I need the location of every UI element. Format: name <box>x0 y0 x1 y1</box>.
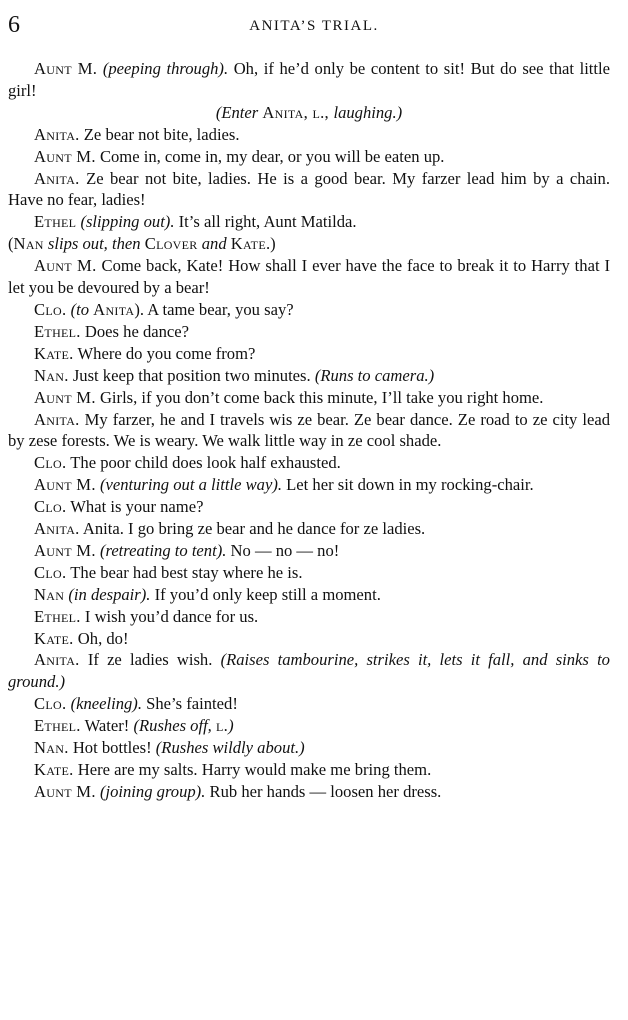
script-line: Kate. Here are my salts. Harry would make me bring them. <box>34 760 432 779</box>
script-line: Aunt M. (joining group). Rub her hands — loosen her dress. <box>34 781 442 801</box>
running-title: ANITA’S TRIAL. <box>249 18 379 34</box>
script-line: Anita. My farzer, he and I travels wis ze bear. Ze bear dance. Ze road to ze city lead by zese forests. We is weary. We walk little way in ze cool shade. <box>8 409 610 451</box>
script-line: Anita. Ze bear not bite, ladies. He is a good bear. My farzer lead him by a chain. Have no fear, ladies! <box>8 168 610 210</box>
script-line: Aunt M. Girls, if you don’t come back this minute, I’ll take you right home. <box>34 387 544 407</box>
script-line: Clo. What is your name? <box>34 497 204 517</box>
script-line: Nan. Just keep that position two minutes. (Runs to camera.) <box>34 365 435 385</box>
script-line: Ethel. Does he dance? <box>34 321 190 341</box>
script-line: Clo. (to Anita). A tame bear, you say? <box>34 299 294 319</box>
stage-direction: (Enter Anita, l., laughing.) <box>215 102 403 122</box>
script-line: Nan (in despair). If you’d only keep still a moment. <box>34 584 381 604</box>
script-line: Aunt M. (peeping through). Oh, if he’d only be content to sit! But do see that little girl! <box>8 59 610 100</box>
script-line: Aunt M. (venturing out a little way). Let her sit down in my rocking-chair. <box>34 475 534 495</box>
script-line: Kate. Oh, do! <box>34 628 129 648</box>
script-line: Clo. The bear had best stay where he is. <box>34 562 303 582</box>
script-line: Clo. The poor child does look half exhausted. <box>34 453 341 473</box>
script-line: Aunt M. Come in, come in, my dear, or you will be eaten up. <box>34 146 445 166</box>
script-line: Anita. Ze bear not bite, ladies. <box>34 124 240 144</box>
page-header <box>0 12 628 42</box>
page-number: 6 <box>8 12 20 38</box>
script-line: Aunt M. (retreating to tent). No — no — no! <box>34 540 340 560</box>
script-line: Nan. Hot bottles! (Rushes wildly about.) <box>34 738 305 758</box>
script-line: Anita. If ze ladies wish. (Raises tambourine, strikes it, lets it fall, and sinks to ground.) <box>8 650 610 692</box>
script-text <box>8 58 610 803</box>
stage-direction: (Nan slips out, then Clover and Kate.) <box>8 234 276 254</box>
script-line: Kate. Where do you come from? <box>34 343 256 363</box>
script-line: Ethel (slipping out). It’s all right, Aunt Matilda. <box>34 212 357 232</box>
script-line: Aunt M. Come back, Kate! How shall I ever have the face to break it to Harry that I let you be devoured by a bear! <box>8 256 611 298</box>
script-line: Anita. Anita. I go bring ze bear and he dance for ze ladies. <box>34 519 426 539</box>
script-line: Clo. (kneeling). She’s fainted! <box>34 694 238 714</box>
script-line: Ethel. Water! (Rushes off, l.) <box>34 716 234 736</box>
script-line: Ethel. I wish you’d dance for us. <box>34 606 259 626</box>
